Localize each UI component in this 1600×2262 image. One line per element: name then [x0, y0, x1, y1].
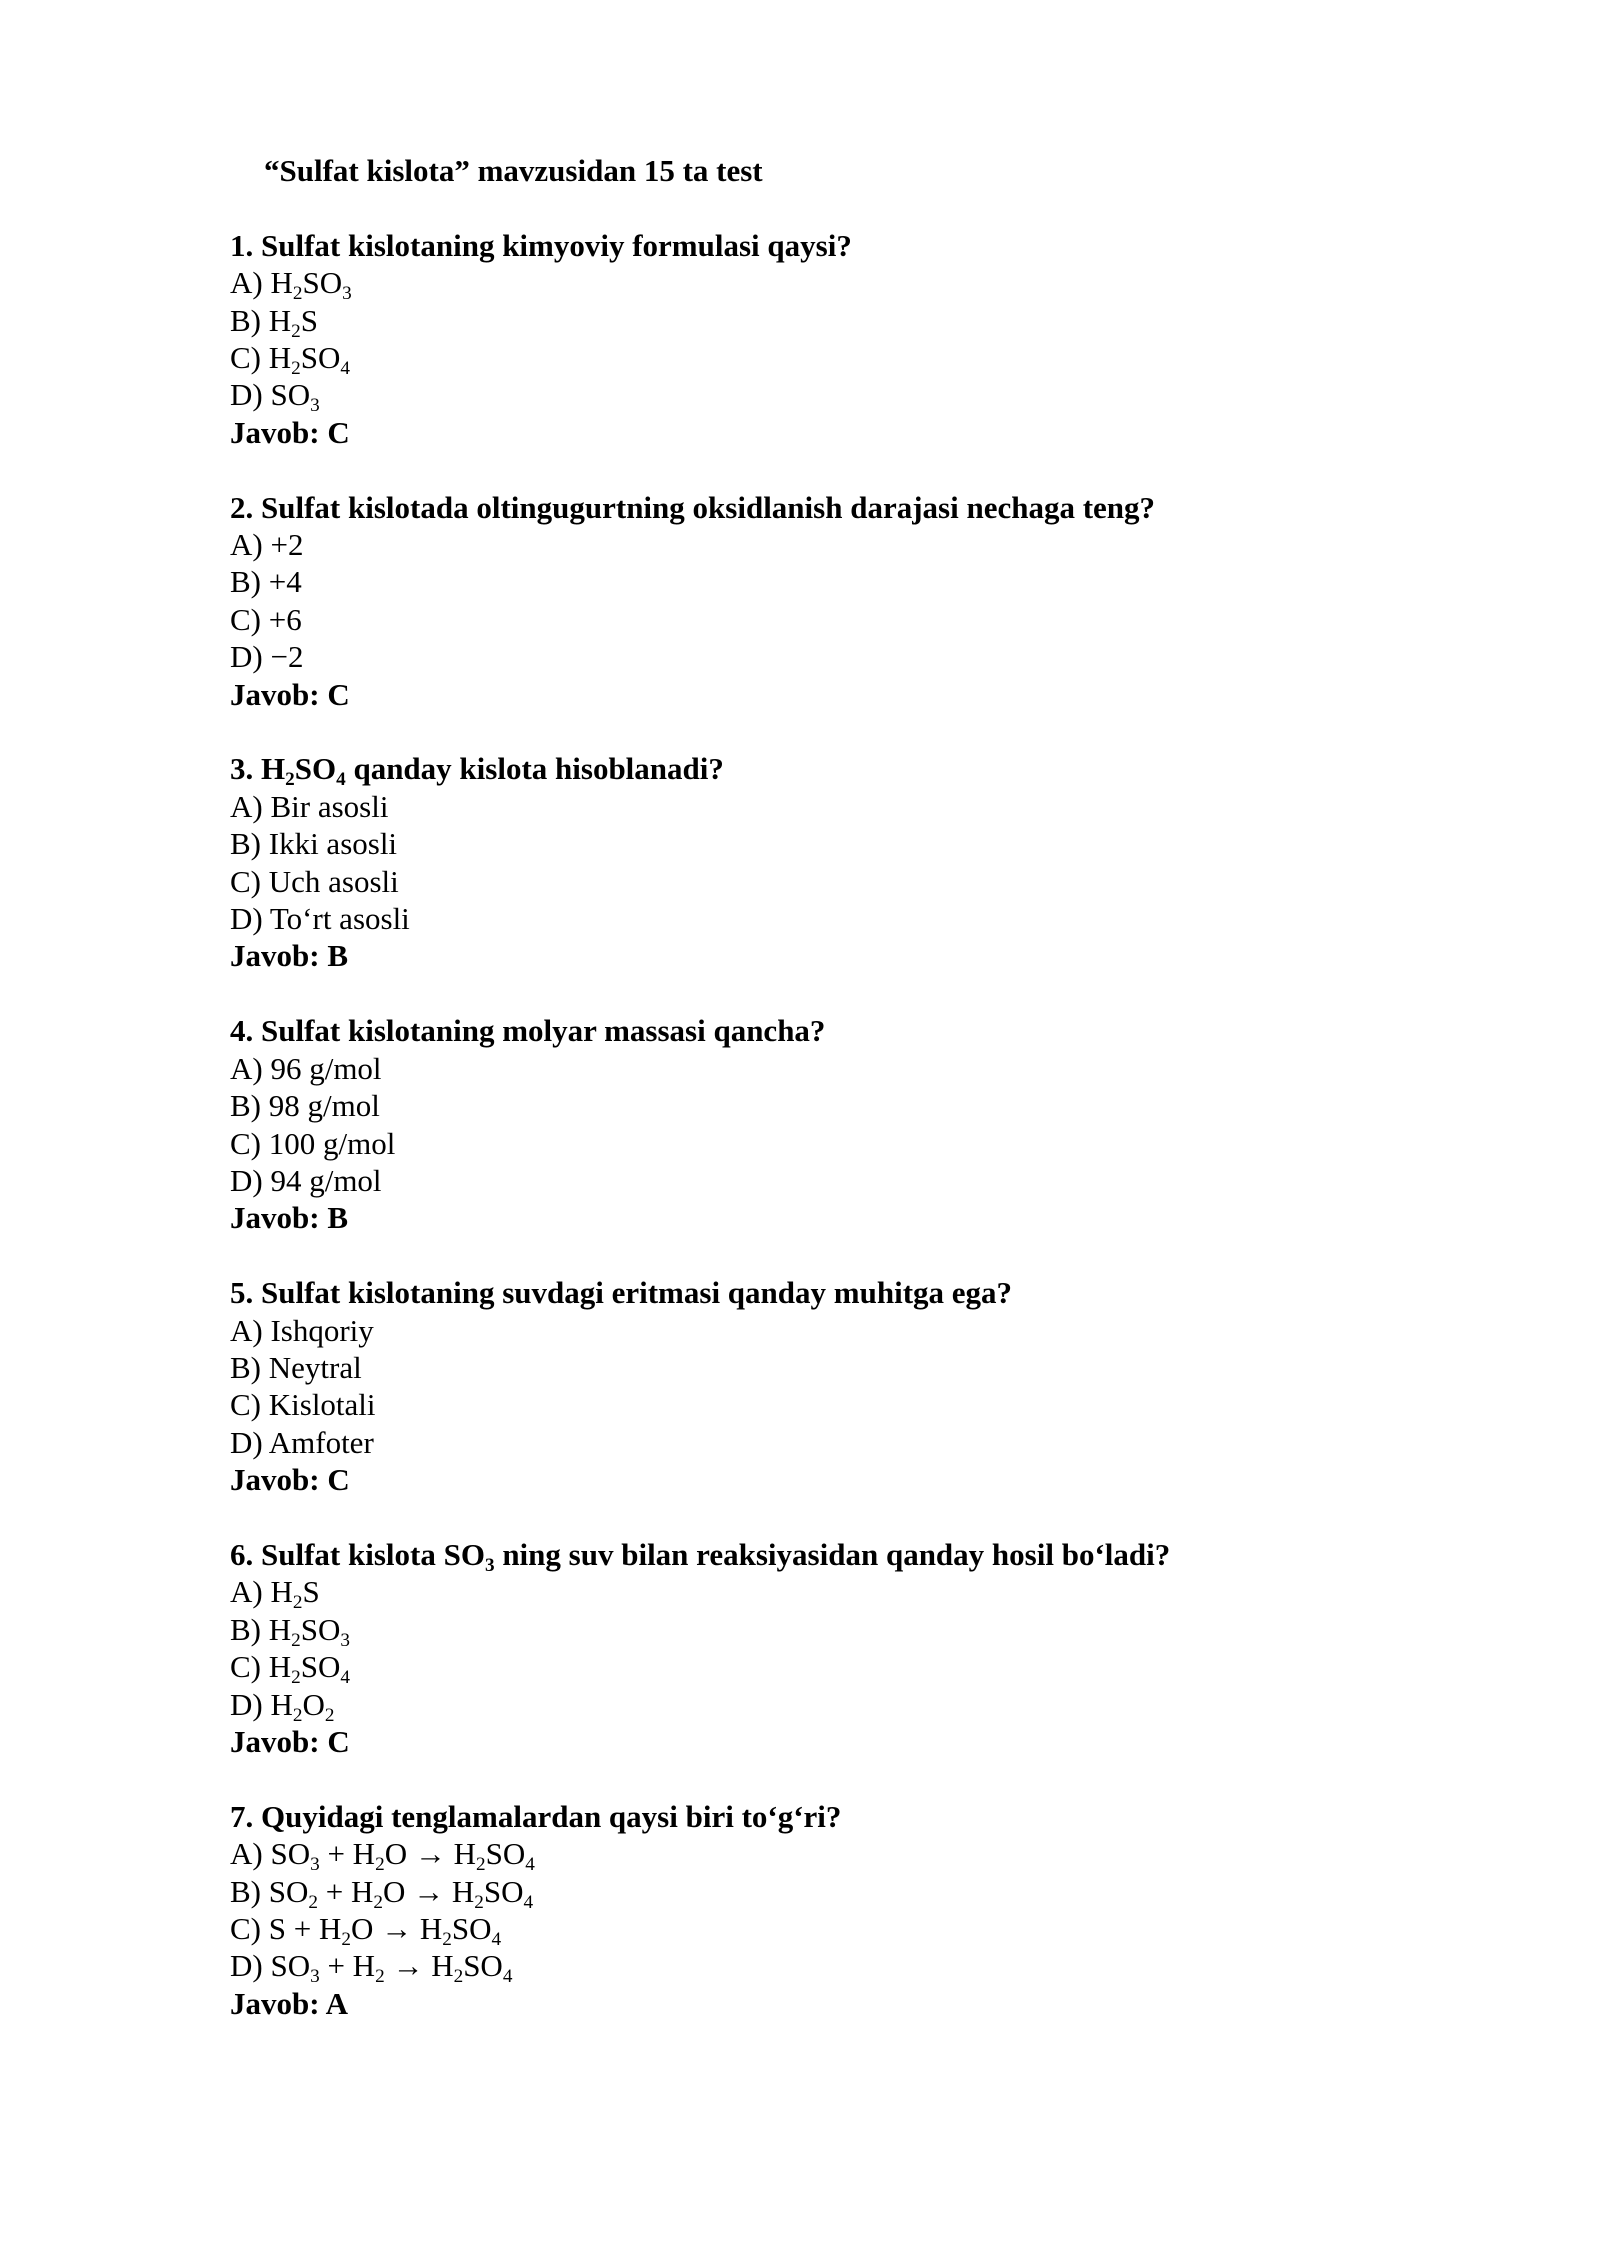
question-text: 4. Sulfat kislotaning molyar massasi qancha?	[230, 1013, 826, 1049]
answer-option: B) Ikki asosli	[230, 826, 398, 862]
answer-option: D) To‘rt asosli	[230, 901, 410, 937]
spacer	[230, 713, 1430, 750]
answer-option: C) Uch asosli	[230, 863, 399, 899]
answer-option: B) $SO_2 + H_2O \to H_2SO_4$	[230, 1873, 534, 1913]
answer-option: A) $H_2SO_3$	[230, 265, 352, 305]
spacer	[230, 451, 1430, 488]
answer-option: B) $H_2SO_3$	[230, 1611, 350, 1651]
spacer	[230, 1499, 1430, 1536]
document-body	[230, 152, 1430, 2022]
answer-option: D) $SO_3 + H_2 \to H_2SO_4$	[230, 1948, 513, 1988]
answer-option: A) $SO_3 + H_2O \to H_2SO_4$	[230, 1836, 535, 1876]
answer-option: C) Kislotali	[230, 1387, 376, 1423]
answer-option: D) Amfoter	[230, 1424, 374, 1460]
answer-option: A) 96 g/mol	[230, 1050, 382, 1086]
answer-option: C) $S + H_2O \to H_2SO_4$	[230, 1910, 502, 1951]
question-block	[230, 227, 1430, 489]
question-list	[230, 227, 1430, 2022]
answer-option: B) +4	[230, 564, 302, 600]
answer-option: B) Neytral	[230, 1349, 362, 1385]
answer-option: B) $H_2S$	[230, 302, 318, 342]
answer-option: D) $H_2O_2$	[230, 1686, 335, 1726]
answer-option: A) $H_2S$	[230, 1574, 320, 1614]
answer-key: Javob: B	[230, 938, 348, 974]
answer-option: A) Bir asosli	[230, 788, 389, 824]
answer-option: A) Ishqoriy	[230, 1312, 374, 1348]
question-block	[230, 1012, 1430, 1274]
question-text: 2. Sulfat kislotada oltingugurtning oksidlanish darajasi nechaga teng?	[230, 489, 1156, 525]
question-block	[230, 750, 1430, 1012]
answer-key: Javob: B	[230, 1200, 348, 1236]
question-text: 3. $H_2SO_4$ qanday kislota hisoblanadi?	[230, 751, 724, 791]
question-block	[230, 1274, 1430, 1536]
answer-option: C) +6	[230, 601, 302, 637]
question-text: 1. Sulfat kislotaning kimyoviy formulasi qaysi?	[230, 227, 852, 263]
question-text: 7. Quyidagi tenglamalardan qaysi biri to‘g‘ri?	[230, 1798, 842, 1834]
answer-option: A) +2	[230, 527, 304, 563]
question-block	[230, 489, 1430, 751]
answer-option: D) $SO_3$	[230, 377, 320, 417]
question-text: 5. Sulfat kislotaning suvdagi eritmasi qanday muhitga ega?	[230, 1275, 1013, 1311]
answer-key: Javob: C	[230, 1462, 350, 1498]
spacer	[230, 1760, 1430, 1797]
answer-option: C) 100 g/mol	[230, 1125, 396, 1161]
answer-option: D) −2	[230, 639, 304, 675]
answer-option: D) 94 g/mol	[230, 1162, 382, 1198]
answer-option: B) 98 g/mol	[230, 1088, 380, 1124]
spacer	[230, 975, 1430, 1012]
answer-option: C) $H_2SO_4$	[230, 1649, 350, 1689]
question-block	[230, 1536, 1430, 1798]
spacer	[230, 1237, 1430, 1274]
answer-key: Javob: C	[230, 1723, 350, 1759]
answer-key: Javob: A	[230, 1985, 348, 2021]
document-title: “Sulfat kislota” mavzusidan 15 ta test	[264, 153, 763, 188]
answer-option: C) $H_2SO_4$	[230, 340, 350, 380]
question-text: 6. Sulfat kislota $SO_3$ ning suv bilan reaksiyasidan qanday hosil bo‘ladi?	[230, 1536, 1171, 1577]
answer-key: Javob: C	[230, 414, 350, 450]
answer-key: Javob: C	[230, 676, 350, 712]
spacer	[230, 189, 1430, 226]
question-block	[230, 1798, 1430, 2022]
